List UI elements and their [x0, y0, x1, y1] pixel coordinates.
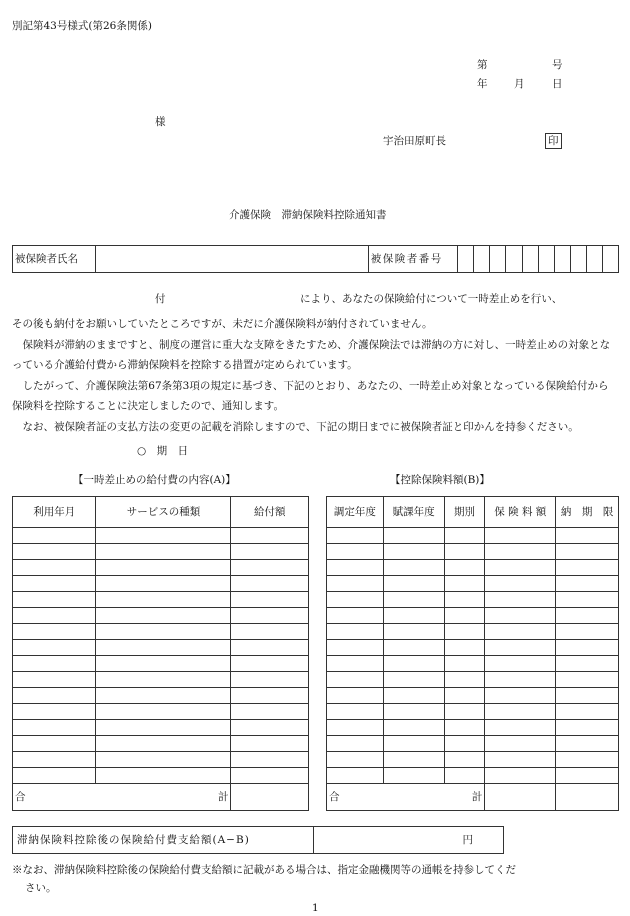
table-cell[interactable]	[485, 736, 556, 752]
table-cell[interactable]	[383, 560, 444, 576]
table-cell[interactable]	[327, 640, 384, 656]
table-cell[interactable]	[96, 560, 231, 576]
table-cell[interactable]	[444, 752, 485, 768]
table-cell[interactable]	[96, 736, 231, 752]
table-cell[interactable]	[96, 528, 231, 544]
table-cell[interactable]	[556, 736, 619, 752]
table-cell[interactable]	[444, 608, 485, 624]
table-cell[interactable]	[383, 608, 444, 624]
table-cell[interactable]	[444, 560, 485, 576]
table-cell[interactable]	[383, 752, 444, 768]
table-cell[interactable]	[13, 704, 96, 720]
table-cell[interactable]	[383, 736, 444, 752]
table-row	[13, 624, 309, 640]
table-cell[interactable]	[13, 560, 96, 576]
payment-unit: 円	[462, 833, 473, 846]
document-title: 介護保険 滞納保険料控除通知書	[229, 209, 387, 221]
table-row	[13, 528, 309, 544]
table-row	[327, 576, 619, 592]
table-cell[interactable]	[327, 576, 384, 592]
seal-mark: 印	[545, 133, 562, 149]
insured-info-table	[12, 245, 619, 273]
table-row	[327, 528, 619, 544]
column-header: 給付額	[231, 497, 309, 528]
table-cell[interactable]	[485, 672, 556, 688]
table-row	[327, 736, 619, 752]
table-cell[interactable]	[485, 544, 556, 560]
table-cell[interactable]	[444, 672, 485, 688]
table-cell[interactable]	[327, 752, 384, 768]
total-deadline-cell[interactable]	[556, 784, 619, 811]
body-paragraph-2: 保険料が滞納のままですと、制度の運営に重大な支障をきたすため、介護保険法では滞納の方に対し、一時差止めの対象となっている介護給付費から滞納保険料を控除する措置が定められています。	[12, 338, 611, 371]
table-row	[327, 720, 619, 736]
table-cell[interactable]	[231, 672, 309, 688]
deducted-premium-table	[326, 496, 619, 811]
table-row	[327, 608, 619, 624]
table-cell[interactable]	[96, 592, 231, 608]
table-cell[interactable]	[485, 640, 556, 656]
table-cell[interactable]	[13, 624, 96, 640]
table-cell[interactable]	[383, 624, 444, 640]
table-cell[interactable]	[444, 768, 485, 784]
table-row	[13, 592, 309, 608]
table-cell[interactable]	[556, 768, 619, 784]
table-cell[interactable]	[383, 768, 444, 784]
number-suffix: 号	[552, 59, 563, 71]
table-row	[327, 624, 619, 640]
table-cell[interactable]	[444, 640, 485, 656]
table-row	[327, 640, 619, 656]
table-row	[327, 592, 619, 608]
table-cell[interactable]	[444, 720, 485, 736]
table-cell[interactable]	[556, 528, 619, 544]
insured-number-digit[interactable]	[586, 246, 602, 273]
table-row	[13, 720, 309, 736]
table-cell[interactable]	[231, 752, 309, 768]
table-cell[interactable]	[383, 576, 444, 592]
table-cell[interactable]	[96, 576, 231, 592]
table-cell[interactable]	[556, 592, 619, 608]
table-cell[interactable]	[556, 752, 619, 768]
table-cell[interactable]	[96, 672, 231, 688]
table-cell[interactable]	[13, 672, 96, 688]
table-cell[interactable]	[556, 720, 619, 736]
table-cell[interactable]	[485, 528, 556, 544]
table-cell[interactable]	[231, 768, 309, 784]
table-cell[interactable]	[485, 656, 556, 672]
insured-name-field[interactable]	[96, 246, 368, 273]
table-row	[327, 656, 619, 672]
table-row	[13, 560, 309, 576]
table-cell[interactable]	[13, 768, 96, 784]
table-cell[interactable]	[485, 752, 556, 768]
table-cell[interactable]	[444, 544, 485, 560]
total-premium-cell[interactable]	[485, 784, 556, 811]
table-cell[interactable]	[444, 576, 485, 592]
table-cell[interactable]	[13, 640, 96, 656]
table-cell[interactable]	[231, 704, 309, 720]
table-cell[interactable]	[231, 560, 309, 576]
table-cell[interactable]	[485, 624, 556, 640]
table-cell[interactable]	[231, 656, 309, 672]
insured-number-digit[interactable]	[602, 246, 618, 273]
table-row	[327, 752, 619, 768]
form-reference: 別記第43号様式(第26条関係)	[12, 20, 152, 32]
table-cell[interactable]	[444, 688, 485, 704]
date-year-label: 年	[477, 78, 488, 90]
table-cell[interactable]	[96, 704, 231, 720]
payment-label: 滞納保険料控除後の保険給付費支給額(A−B)	[13, 827, 314, 854]
table-cell[interactable]	[231, 720, 309, 736]
footnote-line-2: さい。	[25, 882, 57, 894]
deadline-label: ○ 期 日	[137, 445, 189, 457]
table-cell[interactable]	[556, 624, 619, 640]
table-cell[interactable]	[383, 720, 444, 736]
table-cell[interactable]	[383, 656, 444, 672]
table-row	[13, 576, 309, 592]
table-cell[interactable]	[556, 544, 619, 560]
table-cell[interactable]	[13, 688, 96, 704]
table-cell[interactable]	[556, 576, 619, 592]
table-row	[13, 704, 309, 720]
table-cell[interactable]	[383, 688, 444, 704]
body-date-suffix: 付	[155, 293, 166, 305]
table-cell[interactable]	[383, 544, 444, 560]
table-cell[interactable]	[327, 544, 384, 560]
body-paragraph-1-text: その後も納付をお願いしていたところですが、未だに介護保険料が納付されていません。	[12, 318, 433, 330]
table-row	[327, 768, 619, 784]
table-row	[13, 768, 309, 784]
column-header: 利用年月	[13, 497, 96, 528]
insured-number-digit[interactable]	[506, 246, 522, 273]
table-cell[interactable]	[327, 736, 384, 752]
table-cell[interactable]	[231, 624, 309, 640]
table-cell[interactable]	[556, 560, 619, 576]
date-day-label: 日	[552, 78, 563, 90]
table-cell[interactable]	[231, 544, 309, 560]
total-left-char: 合	[15, 790, 26, 803]
total-row-label	[13, 784, 231, 811]
insured-number-digit[interactable]	[474, 246, 490, 273]
column-header: サービスの種類	[96, 497, 231, 528]
table-cell[interactable]	[13, 592, 96, 608]
column-header: 保 険 料 額	[485, 497, 556, 528]
table-cell[interactable]	[96, 768, 231, 784]
table-cell[interactable]	[327, 608, 384, 624]
table-cell[interactable]	[383, 592, 444, 608]
table-row	[327, 560, 619, 576]
table-cell[interactable]	[96, 656, 231, 672]
table-row	[327, 688, 619, 704]
column-header: 賦課年度	[383, 497, 444, 528]
table-cell[interactable]	[231, 576, 309, 592]
total-row-label	[327, 784, 485, 811]
table-cell[interactable]	[231, 528, 309, 544]
table-cell[interactable]	[556, 704, 619, 720]
total-left-char: 合	[329, 790, 340, 803]
total-right-char: 計	[217, 790, 229, 803]
table-cell[interactable]	[444, 592, 485, 608]
table-cell[interactable]	[327, 528, 384, 544]
table-cell[interactable]	[231, 592, 309, 608]
table-row	[327, 672, 619, 688]
table-cell[interactable]	[327, 720, 384, 736]
table-row	[13, 736, 309, 752]
insured-number-label: 被保険者番号	[368, 246, 457, 273]
table-cell[interactable]	[327, 624, 384, 640]
table-cell[interactable]	[327, 560, 384, 576]
table-cell[interactable]	[556, 608, 619, 624]
table-row	[13, 640, 309, 656]
table-cell[interactable]	[13, 576, 96, 592]
insured-number-digit[interactable]	[570, 246, 586, 273]
insured-name-label: 被保険者氏名	[13, 246, 96, 273]
table-cell[interactable]	[383, 704, 444, 720]
table-cell[interactable]	[383, 528, 444, 544]
insured-number-digit[interactable]	[458, 246, 474, 273]
issuer-name: 宇治田原町長	[383, 135, 446, 147]
table-cell[interactable]	[231, 736, 309, 752]
table-cell[interactable]	[444, 704, 485, 720]
table-cell[interactable]	[327, 592, 384, 608]
table-cell[interactable]	[556, 656, 619, 672]
table-cell[interactable]	[231, 608, 309, 624]
table-cell[interactable]	[485, 576, 556, 592]
table-cell[interactable]	[13, 544, 96, 560]
payment-amount-table	[12, 826, 504, 854]
insured-number-digit[interactable]	[554, 246, 570, 273]
table-cell[interactable]	[444, 528, 485, 544]
table-cell[interactable]	[327, 768, 384, 784]
column-header: 納 期 限	[556, 497, 619, 528]
table-cell[interactable]	[96, 688, 231, 704]
table-cell[interactable]	[444, 656, 485, 672]
table-cell[interactable]	[327, 704, 384, 720]
table-row	[13, 544, 309, 560]
table-row	[13, 688, 309, 704]
table-cell[interactable]	[485, 560, 556, 576]
footnote-line-1: ※なお、滞納保険料控除後の保険給付費支給額に記載がある場合は、指定金融機関等の通帳を持参してくだ	[12, 864, 516, 876]
table-cell[interactable]	[96, 720, 231, 736]
table-cell[interactable]	[327, 688, 384, 704]
table-cell[interactable]	[485, 592, 556, 608]
body-paragraph-3: したがって、介護保険法第67条第3項の規定に基づき、下記のとおり、あなたの、一時差止め対象となっている保険給付から保険料を控除することに決定しましたので、通知します。	[12, 379, 609, 412]
table-row	[327, 544, 619, 560]
table-cell[interactable]	[485, 704, 556, 720]
page-number: 1	[312, 902, 319, 914]
table-cell[interactable]	[231, 688, 309, 704]
table-cell[interactable]	[13, 528, 96, 544]
table-cell[interactable]	[556, 640, 619, 656]
table-cell[interactable]	[485, 608, 556, 624]
table-cell[interactable]	[96, 640, 231, 656]
table-row	[13, 608, 309, 624]
table-cell[interactable]	[444, 624, 485, 640]
total-right-char: 計	[471, 790, 483, 803]
addressee-honorific: 様	[155, 116, 166, 128]
table-cell[interactable]	[13, 656, 96, 672]
table-cell[interactable]	[485, 688, 556, 704]
insured-number-digit[interactable]	[522, 246, 538, 273]
insured-number-digit[interactable]	[538, 246, 554, 273]
body-line1: により、あなたの保険給付について一時差止めを行い、	[300, 293, 563, 305]
table-cell[interactable]	[13, 736, 96, 752]
table-cell[interactable]	[383, 672, 444, 688]
table-cell[interactable]	[485, 720, 556, 736]
table-cell[interactable]	[383, 640, 444, 656]
body-paragraph-4: なお、被保険者証の支払方法の変更の記載を消除しますので、下記の期日までに被保険者証と印かんを持参ください。	[12, 420, 579, 433]
table-cell[interactable]	[485, 768, 556, 784]
benefit-suspension-table	[12, 496, 309, 811]
table-cell[interactable]	[327, 656, 384, 672]
table-row	[327, 704, 619, 720]
number-prefix: 第	[477, 59, 488, 71]
table-cell[interactable]	[556, 672, 619, 688]
total-amount-cell[interactable]	[231, 784, 309, 811]
table-cell[interactable]	[327, 672, 384, 688]
table-cell[interactable]	[96, 608, 231, 624]
table-cell[interactable]	[96, 544, 231, 560]
table-cell[interactable]	[13, 720, 96, 736]
date-month-label: 月	[514, 78, 525, 90]
table-cell[interactable]	[13, 608, 96, 624]
table-b-caption: 【控除保険料額(B)】	[390, 474, 490, 486]
payment-amount-field[interactable]	[314, 827, 504, 854]
column-header: 調定年度	[327, 497, 384, 528]
table-cell[interactable]	[96, 752, 231, 768]
body-paragraph-1	[12, 314, 612, 437]
table-cell[interactable]	[96, 624, 231, 640]
table-a-caption: 【一時差止めの給付費の内容(A)】	[73, 474, 236, 486]
table-row	[13, 672, 309, 688]
insured-number-digit[interactable]	[490, 246, 506, 273]
table-cell[interactable]	[13, 752, 96, 768]
table-row	[13, 656, 309, 672]
table-cell[interactable]	[556, 688, 619, 704]
column-header: 期別	[444, 497, 485, 528]
table-row	[13, 752, 309, 768]
table-cell[interactable]	[444, 736, 485, 752]
table-cell[interactable]	[231, 640, 309, 656]
